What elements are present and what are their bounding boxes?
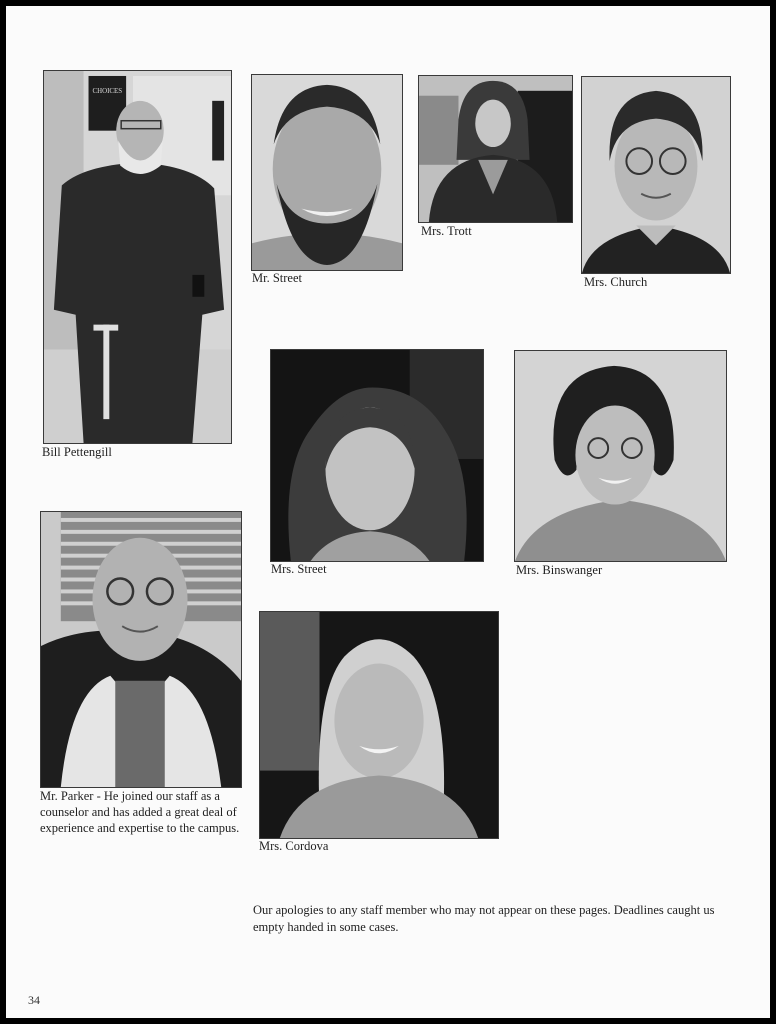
caption-mr-street: Mr. Street [252, 271, 302, 285]
sign-text: CHOICES [92, 86, 123, 95]
caption-mrs-church: Mrs. Church [584, 275, 648, 289]
yearbook-page [6, 6, 770, 1018]
caption-mr-parker: Mr. Parker - He joined our staff as a counselor and has added a great deal of experience and expertise to the campus. [40, 789, 240, 835]
photo-image [252, 75, 402, 270]
photo-mrs-trott [418, 75, 573, 223]
page-number: 34 [28, 993, 40, 1007]
photo-mrs-cordova [259, 611, 499, 839]
photo-mrs-binswanger [514, 350, 727, 562]
photo-image [419, 76, 572, 222]
caption-bill-pettengill: Bill Pettengill [42, 445, 112, 459]
photo-image [515, 351, 726, 561]
photo-image [41, 512, 241, 787]
photo-mr-street [251, 74, 403, 271]
caption-mrs-binswanger: Mrs. Binswanger [516, 563, 603, 577]
apology-note: Our apologies to any staff member who may not appear on these pages. Deadlines caught us empty handed in some cases. [253, 903, 715, 934]
caption-mrs-street: Mrs. Street [271, 562, 327, 576]
photo-image [582, 77, 730, 273]
photo-mr-parker [40, 511, 242, 788]
photo-bill-pettengill [43, 70, 232, 444]
photo-image [44, 71, 231, 443]
photo-mrs-church [581, 76, 731, 274]
caption-mrs-trott: Mrs. Trott [421, 224, 472, 238]
photo-image [271, 350, 483, 561]
photo-mrs-street [270, 349, 484, 562]
photo-image [260, 612, 498, 838]
caption-mrs-cordova: Mrs. Cordova [259, 839, 329, 853]
